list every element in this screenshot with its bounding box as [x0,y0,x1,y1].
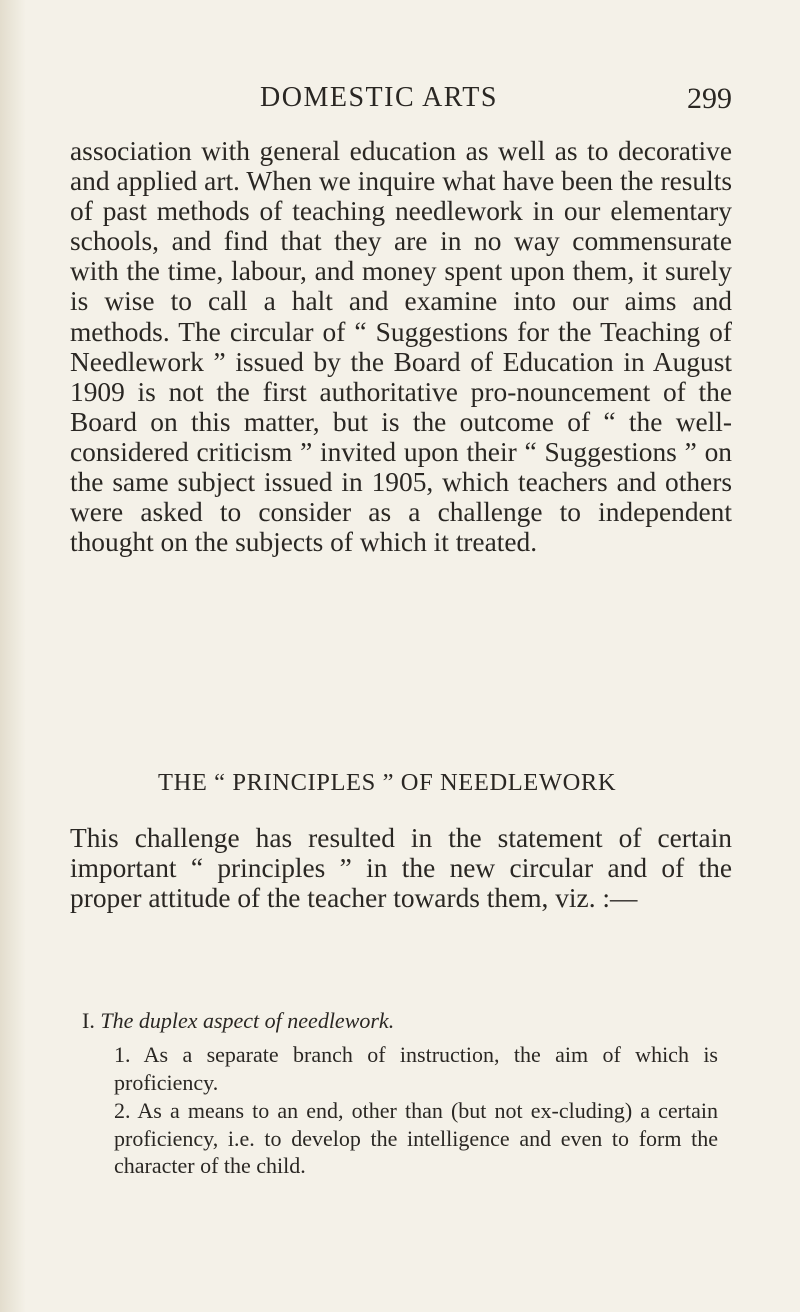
page-edge-shadow [0,0,26,1312]
list-item-1: 1. As a separate branch of instruction, the aim of which is proficiency. [114,1042,718,1095]
running-title: DOMESTIC ARTS [260,82,498,113]
body-paragraph-1: association with general education as well as to decorative and applied art. When we inquire what have been the results of past methods of teaching needlework in our elementary schools, and find that they are in no way commensurate with the time, labour, and money spent upon them, it surely is wise to call a halt and examine into our aims and methods. The circular of “ Suggestions for the Teaching of Needlework ” issued by the Board of Education in August 1909 is not the first authoritative pro-nouncement of the Board on this matter, but is the outcome of “ the well-considered criticism ” invited upon their “ Suggestions ” on the same subject issued in 1905, which teachers and others were asked to consider as a challenge to independent thought on the subjects of which it treated. [70,136,732,558]
list-heading-number: I. [82,1008,95,1033]
list-heading [82,1008,394,1034]
page-number: 299 [687,82,732,115]
list-heading-text: The duplex aspect of needlework. [100,1008,395,1033]
page-header [70,82,732,122]
section-heading: THE “ PRINCIPLES ” OF NEEDLEWORK [158,769,617,796]
list-item-2: 2. As a means to an end, other than (but not ex-cluding) a certain proficiency, i.e. to develop the intelligence and even to form the character of the child. [114,1098,718,1178]
body-paragraph-2: This challenge has resulted in the statement of certain important “ principles ” in the new circular and of the proper attitude of the teacher towards them, viz. :— [70,823,732,914]
